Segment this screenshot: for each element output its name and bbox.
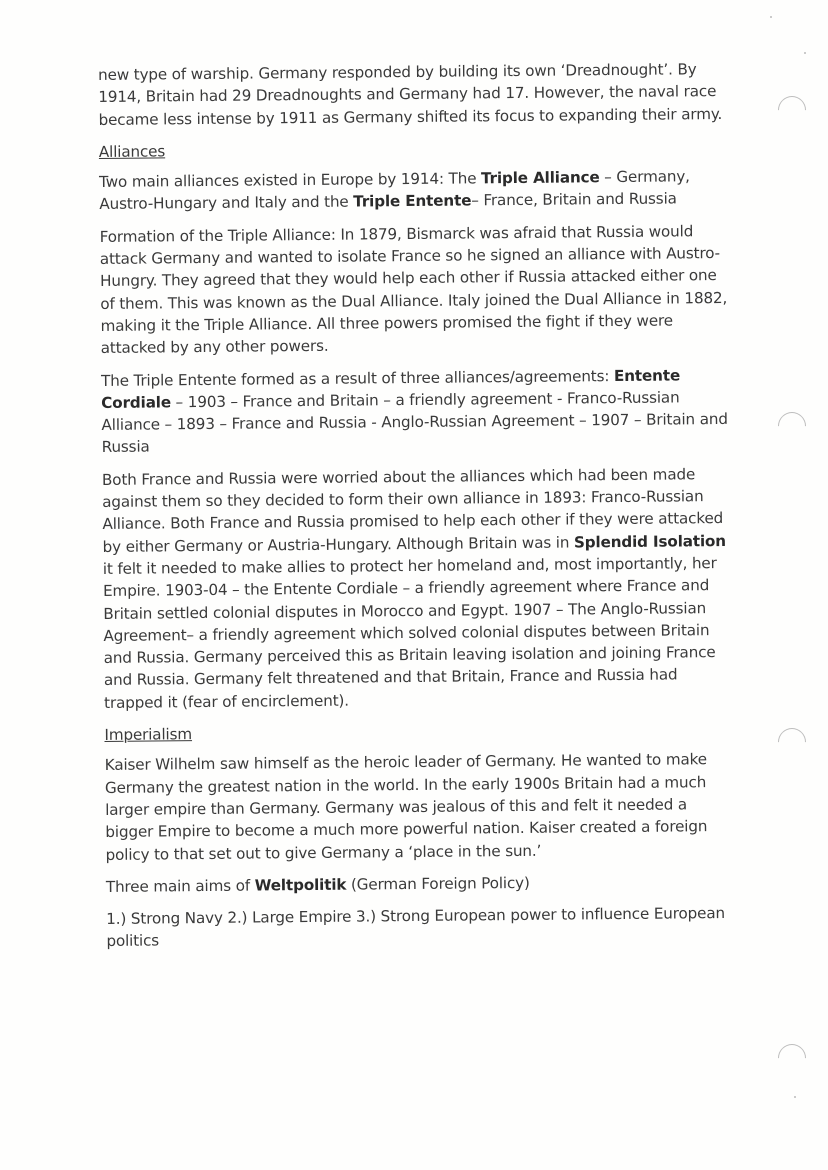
bold-entente-cordiale: Entente Cordiale (101, 365, 681, 412)
punch-hole-mark (772, 90, 812, 130)
scan-speck (770, 16, 772, 18)
paragraph-aims-list: 1.) Strong Navy 2.) Large Empire 3.) Strong European power to influence European politics (106, 904, 726, 951)
punch-hole-mark (772, 1038, 812, 1078)
paragraph-naval-race: new type of warship. Germany responded by building its own ‘Dreadnought’. By 1914, Britain had 29 Dreadnoughts and Germany had 17. However, the naval race became less intense by 1911 as Germany shifted its focus to expanding their army. (98, 60, 723, 129)
paragraph-kaiser-wilhelm: Kaiser Wilhelm saw himself as the heroic leader of Germany. He wanted to make Germany the greatest nation in the world. In the early 1900s Britain had a much larger empire than Germany. Germany was jealous of this and felt it needed a bigger Empire to become a much more powerful nation. Kaiser created a foreign policy to that set out to give Germany a ‘place in the sun.’ (104, 750, 708, 864)
bold-weltpolitik: Weltpolitik (254, 875, 347, 895)
paragraph-triple-alliance-formation: Formation of the Triple Alliance: In 1879, Bismarck was afraid that Russia would attack Germany and wanted to isolate France so he signed an alliance with Austro-Hungry. They agreed that they would help each other if Russia attacked either one of them. This was known as the Dual Alliance. Italy joined the Dual Alliance in 1882, making it the Triple Alliance. All three powers promised the fight if they were attacked by any other powers. (99, 222, 728, 358)
scan-speck (804, 52, 806, 54)
bold-splendid-isolation: Splendid Isolation (573, 531, 727, 552)
punch-hole-mark (772, 722, 812, 762)
document-body (98, 58, 739, 963)
heading-imperialism: Imperialism (104, 725, 193, 744)
scan-speck (794, 1096, 796, 1098)
heading-alliances: Alliances (98, 142, 166, 161)
paragraph-france-russia: Both France and Russia were worried about the alliances which had been made against them so they decided to form their own alliance in 1893: Franco-Russian Alliance. Both France and Russia promised to help each other if they were attacked by either Germany or Austria-Hungary. Although Britain was in Splendid Isolation it felt it needed to make allies to protect her homeland and, most importantly, her Empire. 1903-04 – the Entente Cordiale – a friendly agreement where France and Britain settled colonial disputes in Morocco and Egypt. 1907 – The Anglo-Russian Agreement– a friendly agreement which solved colonial disputes between Britain and Russia. Germany perceived this as Britain leaving isolation and joining France and Russia. Germany felt threatened and that Britain, France and Russia had trapped it (fear of encirclement). (101, 465, 727, 712)
punch-hole-mark (772, 406, 812, 446)
bold-triple-entente: Triple Entente (353, 191, 472, 212)
bold-triple-alliance: Triple Alliance (480, 168, 600, 188)
paragraph-two-alliances: Two main alliances existed in Europe by 1914: The Triple Alliance – Germany, Austro-Hungary and Italy and the Triple Entente– France, Britain and Russia (99, 167, 690, 214)
paragraph-weltpolitik-aims: Three main aims of Weltpolitik (German Foreign Policy) (105, 873, 530, 896)
paragraph-triple-entente: The Triple Entente formed as a result of three alliances/agreements: Entente Cordiale – 1903 – France and Britain – a friendly agreement - Franco-Russian Alliance – 1893 – France and Russia - Anglo-Russian Agreement – 1907 – Britain and Russia (100, 365, 728, 457)
